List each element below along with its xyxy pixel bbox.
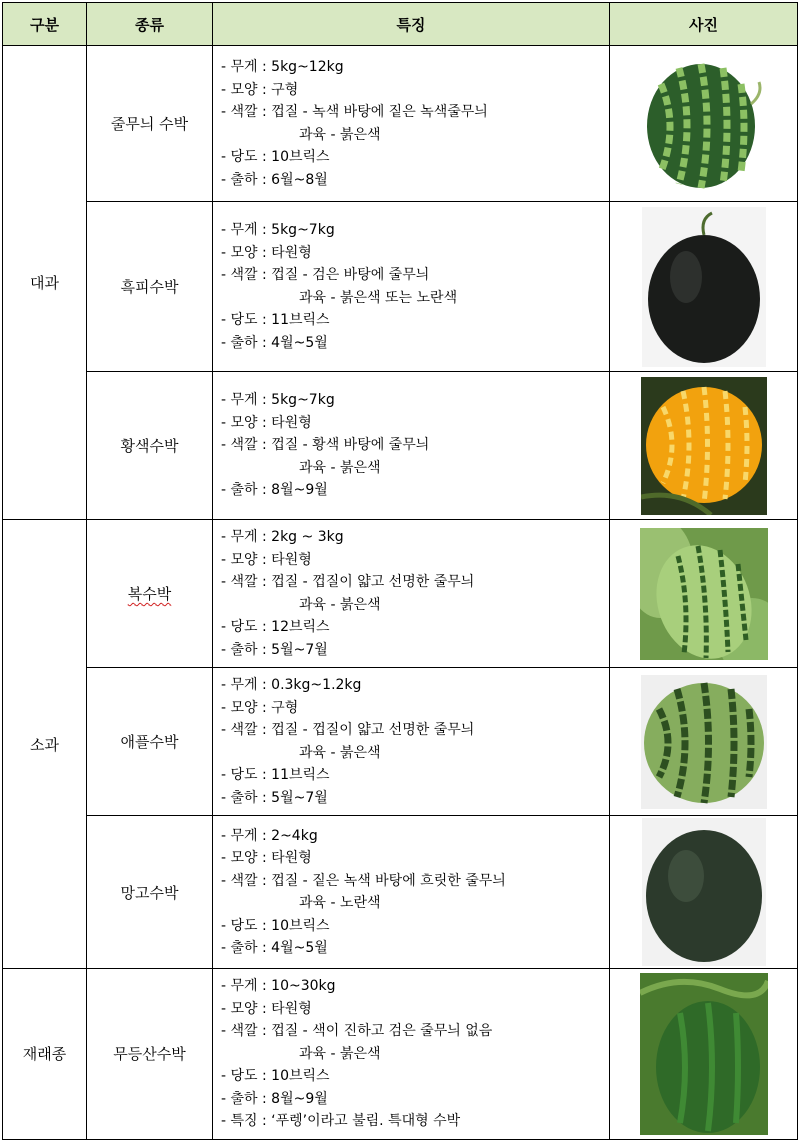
feature-line: - 모양 : 구형 <box>221 81 299 98</box>
variety-features <box>213 202 610 372</box>
table-row <box>3 816 798 969</box>
yellow-watermelon-photo <box>641 377 767 515</box>
feature-subline: 과육 - 붉은색 <box>299 596 381 613</box>
variety-features <box>213 969 610 1140</box>
table-row <box>3 202 798 372</box>
variety-photo <box>610 520 798 668</box>
feature-line: - 출하 : 4월~5월 <box>221 940 328 956</box>
feature-line: - 당도 : 10브릭스 <box>221 1068 330 1084</box>
variety-name <box>87 520 213 668</box>
feature-subline: 과육 - 노란색 <box>299 895 381 911</box>
feature-line: - 당도 : 10브릭스 <box>221 917 330 934</box>
feature-line: - 무게 : 2~4kg <box>221 827 318 844</box>
feature-line: - 색깔 : 껍질 - 껍질이 얇고 선명한 줄무늬 <box>221 722 475 738</box>
variety-name: 황색수박 <box>87 372 213 520</box>
variety-photo <box>610 668 798 816</box>
feature-line: - 모양 : 타원형 <box>221 850 312 866</box>
variety-photo <box>610 202 798 372</box>
variety-name-text: 복수박 <box>127 585 172 603</box>
bok-watermelon-photo <box>640 528 768 660</box>
variety-name: 무등산수박 <box>87 969 213 1140</box>
feature-line: - 색깔 : 껍질 - 황색 바탕에 줄무늬 <box>221 437 430 454</box>
header-features: 특징 <box>213 3 610 46</box>
feature-line: - 출하 : 8월~9월 <box>221 482 328 499</box>
feature-line: - 무게 : 2kg ~ 3kg <box>221 529 344 545</box>
feature-line: - 색깔 : 껍질 - 색이 진하고 검은 줄무늬 없음 <box>221 1023 493 1039</box>
feature-subline: 과육 - 붉은색 <box>299 126 381 143</box>
header-category: 구분 <box>3 3 87 46</box>
variety-name: 망고수박 <box>87 816 213 969</box>
group-large: 대과 <box>3 46 87 520</box>
feature-line: - 색깔 : 껍질 - 짙은 녹색 바탕에 흐릿한 줄무늬 <box>221 872 506 889</box>
variety-features <box>213 520 610 668</box>
feature-line: - 모양 : 구형 <box>221 699 299 716</box>
header-photo: 사진 <box>610 3 798 46</box>
mango-watermelon-photo <box>642 818 766 966</box>
table-row <box>3 520 798 668</box>
variety-features <box>213 46 610 202</box>
variety-name: 줄무늬 수박 <box>87 46 213 202</box>
header-type: 종류 <box>87 3 213 46</box>
feature-line: - 출하 : 5월~7월 <box>221 641 328 658</box>
striped-watermelon-photo <box>639 54 769 194</box>
variety-photo <box>610 372 798 520</box>
feature-subline: 과육 - 붉은색 <box>299 459 381 476</box>
feature-line: - 색깔 : 껍질 - 껍질이 얇고 선명한 줄무늬 <box>221 574 475 590</box>
variety-name: 흑피수박 <box>87 202 213 372</box>
feature-line: - 당도 : 12브릭스 <box>221 619 330 635</box>
variety-photo <box>610 969 798 1140</box>
feature-line: - 무게 : 5kg~7kg <box>221 222 335 238</box>
watermelon-varieties-table <box>2 2 798 1140</box>
black-watermelon-photo <box>642 207 766 367</box>
table-row <box>3 969 798 1140</box>
feature-subline: 과육 - 붉은색 <box>299 744 381 761</box>
table-row <box>3 668 798 816</box>
variety-name: 애플수박 <box>87 668 213 816</box>
feature-line: - 출하 : 4월~5월 <box>221 334 328 351</box>
feature-line: - 모양 : 타원형 <box>221 244 312 261</box>
feature-line: - 모양 : 타원형 <box>221 414 312 431</box>
variety-features <box>213 816 610 969</box>
feature-line: - 무게 : 5kg~7kg <box>221 392 335 409</box>
group-native: 재래종 <box>3 969 87 1140</box>
table-row <box>3 46 798 202</box>
feature-line: - 색깔 : 껍질 - 녹색 바탕에 짙은 녹색줄무늬 <box>221 104 488 120</box>
feature-line: - 출하 : 5월~7월 <box>221 789 328 806</box>
table-header-row <box>3 3 798 46</box>
feature-subline: 과육 - 붉은색 또는 노란색 <box>299 289 458 306</box>
feature-line: - 출하 : 6월~8월 <box>221 171 328 188</box>
feature-line: - 무게 : 5kg~12kg <box>221 59 344 75</box>
variety-features <box>213 372 610 520</box>
variety-photo <box>610 46 798 202</box>
group-small: 소과 <box>3 520 87 969</box>
feature-subline: 과육 - 붉은색 <box>299 1045 381 1062</box>
feature-line: - 당도 : 10브릭스 <box>221 149 330 165</box>
feature-line: - 모양 : 타원형 <box>221 551 312 568</box>
variety-features <box>213 668 610 816</box>
table-row <box>3 372 798 520</box>
feature-line: - 모양 : 타원형 <box>221 1000 312 1017</box>
apple-watermelon-photo <box>641 675 767 809</box>
variety-photo <box>610 816 798 969</box>
feature-line: - 색깔 : 껍질 - 검은 바탕에 줄무늬 <box>221 267 430 283</box>
feature-line: - 출하 : 8월~9월 <box>221 1090 328 1107</box>
feature-line: - 특징 : ‘푸렝’이라고 불림. 특대형 수박 <box>221 1113 461 1129</box>
feature-line: - 무게 : 0.3kg~1.2kg <box>221 677 362 693</box>
feature-line: - 무게 : 10~30kg <box>221 978 336 994</box>
mudeungsan-watermelon-photo <box>640 973 768 1135</box>
feature-line: - 당도 : 11브릭스 <box>221 767 330 783</box>
feature-line: - 당도 : 11브릭스 <box>221 312 330 328</box>
